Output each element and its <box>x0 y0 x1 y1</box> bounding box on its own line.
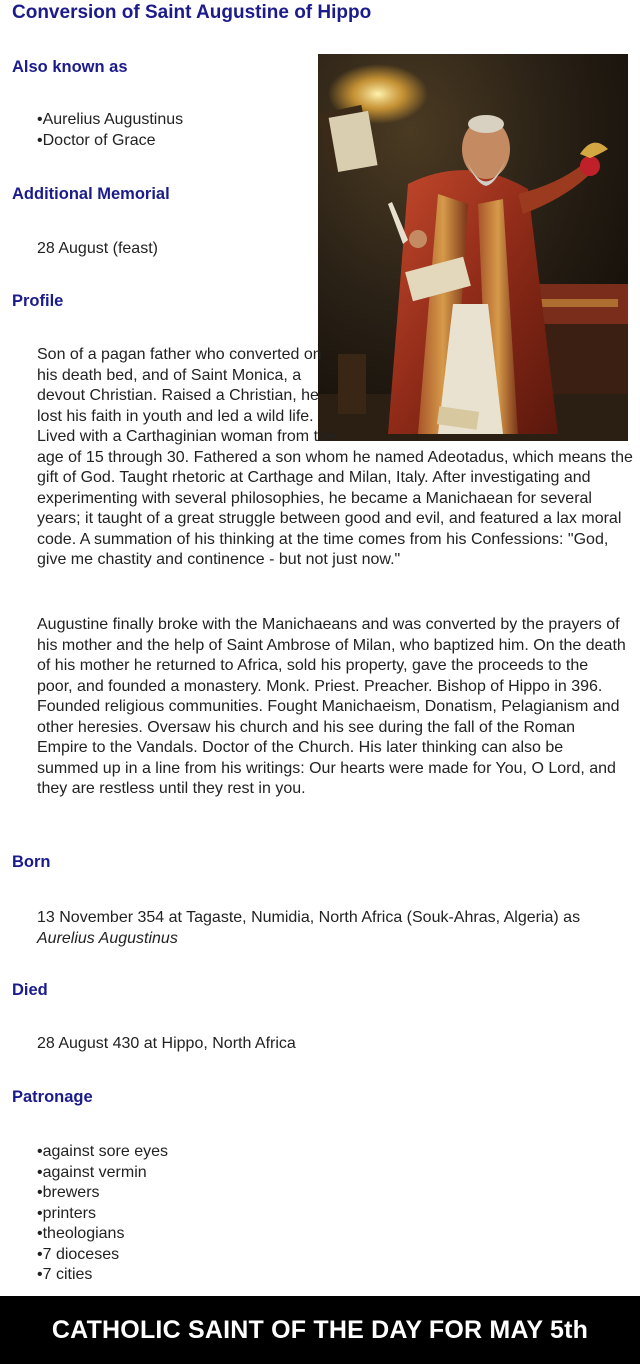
born-text <box>37 908 633 949</box>
page-title: Conversion of Saint Augustine of Hippo <box>12 2 372 23</box>
born-value: 13 November 354 at Tagaste, Numidia, North Africa (Souk-Ahras, Algeria) as <box>37 909 581 926</box>
heading-patronage: Patronage <box>12 1088 93 1106</box>
also-known-as-list <box>37 110 183 151</box>
list-item: • printers <box>37 1204 168 1225</box>
heading-additional-memorial: Additional Memorial <box>12 185 170 203</box>
profile-text-2: Augustine finally broke with the Manichaeans and was converted by the prayers of his mother and the help of Saint Ambrose of Milan, who baptized him. On the death of his mother he returned to Africa, sold his property, gave the proceeds to the poor, and founded a monastery. Monk. Priest. Preacher. Bishop of Hippo in 396. Founded religious communities. Fought Manichaeism, Donatism, Pelagianism and other heresies. Oversaw his church and his see during the fall of the Roman Empire to the Vandals. Doctor of the Church. His later thinking can also be summed up in a line from his writings: Our hearts were made for You, O Lord, and they are restless until they rest in you. <box>37 616 626 797</box>
profile-paragraph-1 <box>37 345 633 571</box>
saint-of-the-day-banner: CATHOLIC SAINT OF THE DAY FOR MAY 5th <box>0 1296 640 1364</box>
painting-float-space <box>343 345 633 441</box>
heading-profile: Profile <box>12 292 64 310</box>
list-item: • theologians <box>37 1224 168 1245</box>
died-text: 28 August 430 at Hippo, North Africa <box>37 1035 296 1052</box>
heading-born: Born <box>12 853 51 871</box>
list-item: • Doctor of Grace <box>37 131 183 152</box>
heading-also-known-as: Also known as <box>12 58 128 76</box>
heading-died: Died <box>12 981 48 999</box>
patronage-list <box>37 1142 168 1286</box>
memorial-date: 28 August (feast) <box>37 240 158 257</box>
profile-text-1: Son of a pagan father who converted on his death bed, and of Saint Monica, a devout Christian. Raised a Christian, he lost his faith in youth and led a wild life. Lived with a Carthaginian woman from the age of 15 through 30. Fathered a son whom he named Adeotadus, which means the gift of God. Taught rhetoric at Carthage and Milan, Italy. After investigating and experimenting with several philosophies, he became a Manichaean for several years; it taught of a great struggle between good and evil, and featured a lax moral code. A summation of his thinking at the time comes from his Confessions: "God, give me chastity and continence - but not just now." <box>37 346 633 568</box>
list-item: • brewers <box>37 1183 168 1204</box>
list-item: • 7 dioceses <box>37 1245 168 1266</box>
born-name: Aurelius Augustinus <box>37 929 178 947</box>
list-item: • against sore eyes <box>37 1142 168 1163</box>
list-item: • Aurelius Augustinus <box>37 110 183 131</box>
list-item: • against vermin <box>37 1163 168 1184</box>
list-item: • 7 cities <box>37 1265 168 1286</box>
